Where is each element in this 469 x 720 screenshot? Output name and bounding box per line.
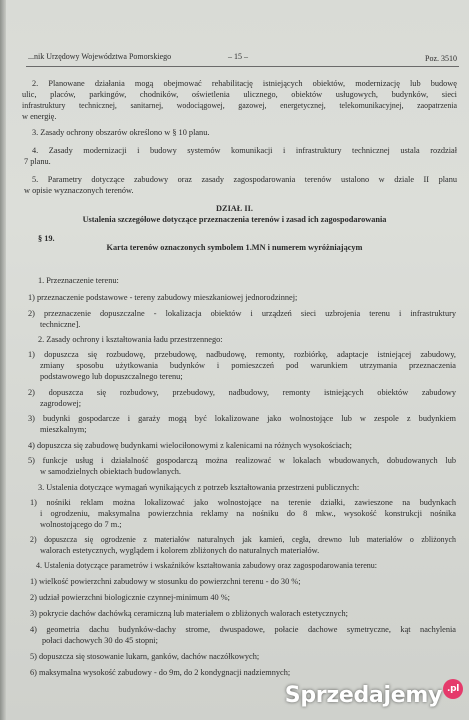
body-line: 4) geometria dachu budynków-dachy strome, dwuspadowe, połacie dachowe symetryczne, kąt nachylenia bbox=[30, 625, 456, 634]
body-line: 1) nośniki reklam można lokalizować jako wolnostojące na terenie działki, zawieszone na budynkach bbox=[30, 498, 456, 507]
body-line: 3) pokrycie dachów dachówką ceramiczną lub materiałem o zbliżonych walorach estetycznych; bbox=[30, 609, 348, 618]
paragraph-number: § 19. bbox=[38, 234, 55, 243]
body-line: 1) wielkość powierzchni zabudowy w stosunku do powierzchni terenu - do 30 %; bbox=[30, 577, 301, 586]
header-position: Poz. 3510 bbox=[425, 54, 457, 63]
header-journal-name: ...nik Urzędowy Województwa Pomorskiego bbox=[28, 52, 172, 61]
page-header bbox=[28, 52, 457, 66]
body-line: 3. Ustalenia dotyczące wymagań wynikających z potrzeb kształtowania przestrzeni publicznych: bbox=[38, 483, 360, 492]
body-line: 2. Zasady ochrony i kształtowania ładu przestrzennego: bbox=[38, 335, 223, 344]
section-title: DZIAŁ II. bbox=[216, 204, 253, 213]
body-line: techniczne]. bbox=[40, 320, 81, 329]
body-line: 2) udział powierzchni biologicznie czynnej-minimum 40 %; bbox=[30, 593, 230, 602]
intro-line: w opisie wyznaczonych terenów. bbox=[24, 186, 134, 195]
body-line: walorach estetycznych, wyglądem i kolorem zbliżonych do naturalnych materiałów. bbox=[40, 546, 320, 555]
intro-line: 2. Planowane działania mogą obejmować rehabilitację istniejących obiektów, modernizację lub budowę bbox=[32, 79, 457, 88]
body-line: 4. Ustalenia dotyczące parametrów i wskaźników kształtowania zabudowy oraz zagospodarowania terenu: bbox=[36, 561, 377, 570]
intro-line: ulic, placów, parkingów, chodników, oświetlenia ulicznego, obiektów usługowych, budynków, sieci bbox=[22, 90, 457, 99]
body-line: połaci dachowych 30 do 45 stopni; bbox=[42, 636, 158, 645]
body-line: 6) maksymalna wysokość zabudowy - do 9m, do 2 kondygnacji nadziemnych; bbox=[30, 668, 291, 677]
body-line: 1. Przeznaczenie terenu: bbox=[38, 276, 119, 285]
body-line: 5) funkcje usług i działalność gospodarczą można realizować w lokalach wbudowanych, dobudowanych lub bbox=[28, 456, 456, 465]
body-line: 2) dopuszcza się rozbudowy, przebudowy, nadbudowy, remonty istniejących obiektów zabudowy bbox=[28, 388, 456, 397]
body-line: 3) budynki gospodarcze i garaży mogą być lokalizowane jako wolnostojące lub w zespole z budynkiem bbox=[28, 414, 456, 423]
watermark-badge: .pl bbox=[443, 679, 463, 699]
header-rule bbox=[26, 66, 459, 67]
body-line: i ogrodzeniu, maksymalna powierzchnia reklamy na nośniku do 8 mkw., wysokość konstrukcji nośnika bbox=[40, 509, 456, 518]
body-line: 4) dopuszcza się zabudowę budynkami wielociłonowymi z kalenicami na różnych wysokościach; bbox=[28, 441, 352, 450]
body-line: zagrodowej; bbox=[40, 399, 82, 408]
watermark-text: Sprzedajemy bbox=[284, 683, 442, 708]
card-title: Karta terenów oznaczonych symbolem 1.MN i numerem wyróżniającym bbox=[106, 243, 363, 252]
body-line: 5) dopuszcza się stosowanie lukarn, ganków, dachów naczółkowych; bbox=[30, 652, 260, 661]
intro-line: 3. Zasady ochrony obszarów określono w § 10 planu. bbox=[32, 128, 210, 137]
intro-line: infrastruktury technicznej, sanitarnej, wodociągowej, gazowej, energetycznej, telekomunikacyjnej, zaopatrzenia bbox=[22, 101, 457, 110]
intro-line: 4. Zasady modernizacji i budowy systemów komunikacji i infrastruktury technicznej ustala rozdział bbox=[32, 146, 457, 155]
page-edge-shadow bbox=[0, 0, 6, 720]
body-line: podstawowego lub dopuszczalnego terenu; bbox=[40, 372, 183, 381]
body-line: 2) przeznaczenie dopuszczalne - lokalizacja obiektów i urządzeń sieci uzbrojenia terenu i infrastruktury bbox=[28, 309, 456, 318]
intro-line: 5. Parametry dotyczące zabudowy oraz zasady zagospodarowania terenów ustalono w dziale II planu bbox=[32, 175, 457, 184]
body-line: mieszkalnym; bbox=[40, 425, 87, 434]
body-line: 1) dopuszcza się rozbudowę, przebudowę, nadbudowę, remonty, rozbiórkę, adaptacje istniejącej zabudowy, bbox=[28, 350, 456, 359]
body-line: zmiany sposobu użytkowania budynków i pomieszczeń pod warunkiem utrzymania przeznaczenia bbox=[40, 361, 456, 370]
body-line: wolnostojącego do 7 m.; bbox=[40, 520, 122, 529]
body-line: 1) przeznaczenie podstawowe - tereny zabudowy mieszkaniowej jednorodzinnej; bbox=[28, 293, 298, 302]
intro-line: w energię. bbox=[22, 112, 57, 121]
intro-line: 7 planu. bbox=[24, 157, 51, 166]
body-line: w samodzielnych obiektach budowlanych. bbox=[40, 467, 182, 476]
header-page-number: – 15 – bbox=[228, 52, 248, 61]
body-line: 2) dopuszcza się ogrodzenie z materiałów naturalnych jak kamień, cegła, drewno lub materiałów o zbliżonych bbox=[30, 535, 456, 544]
section-subtitle: Ustalenia szczegółowe dotyczące przeznaczenia terenów i zasad ich zagospodarowania bbox=[82, 215, 387, 224]
watermark-logo bbox=[285, 683, 463, 708]
